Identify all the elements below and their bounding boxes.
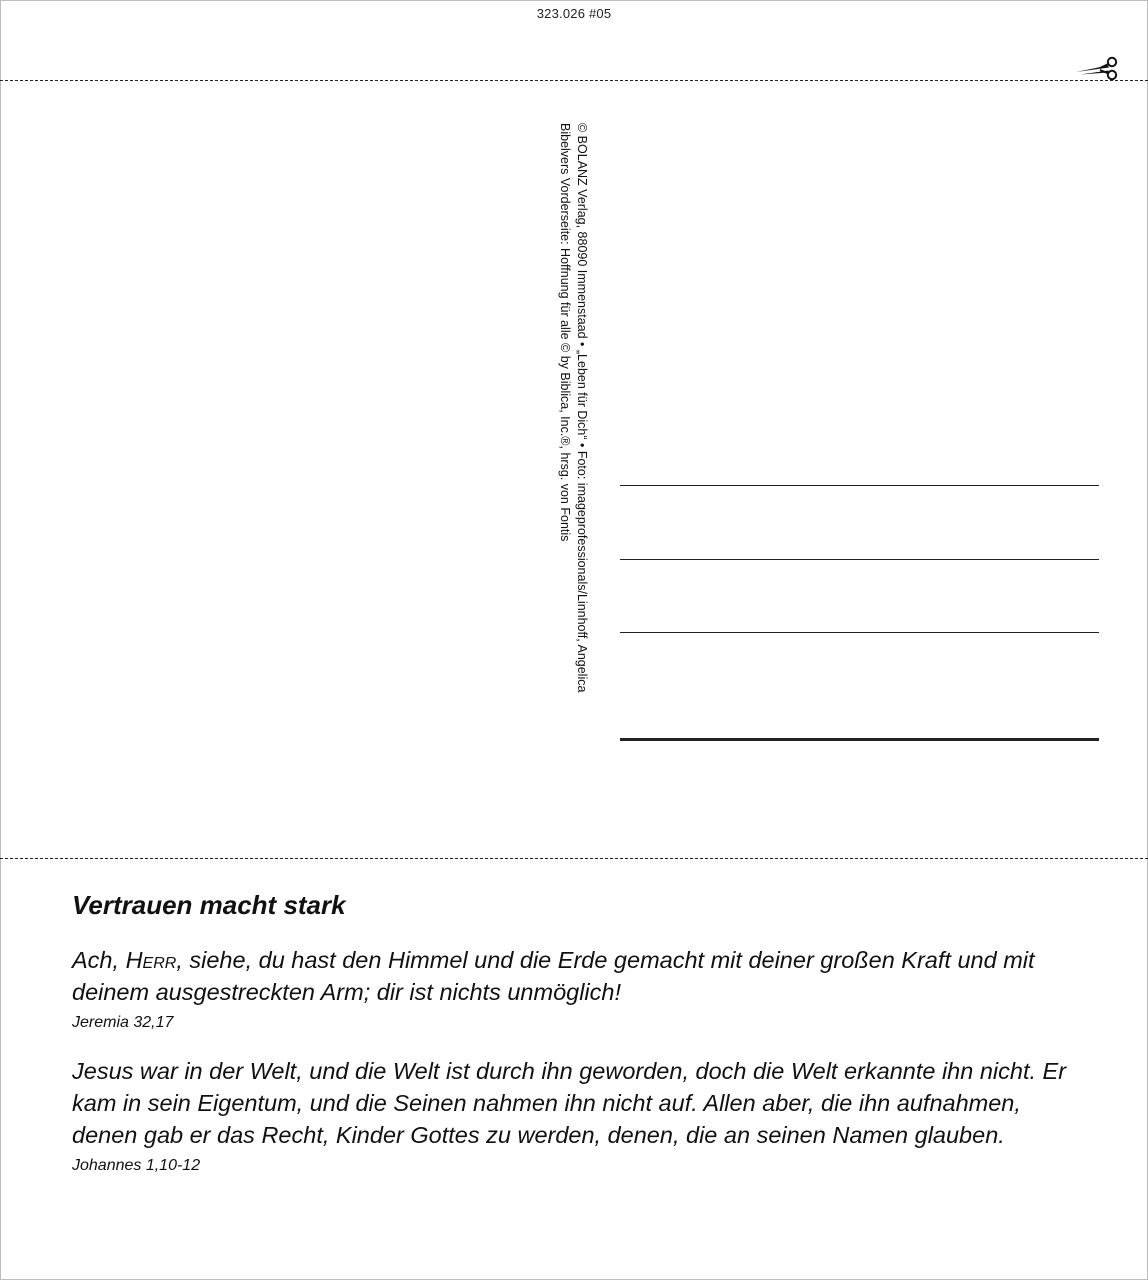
verse-text-2: Jesus war in der Welt, und die Welt ist durch ihn geworden, doch die Welt erkannte ihn nicht. Er kam in sein Eigentum, und die Seinen nahmen ihn nicht auf. Allen aber, die ihn aufnahmen, denen gab er das Recht, Kinder Gottes zu werden, denen, die an seinen Namen glauben. <box>72 1058 1067 1148</box>
verse-text-1-part-a: Ach, <box>72 947 126 973</box>
vertical-credits <box>556 123 590 763</box>
scissors-icon <box>1074 55 1120 85</box>
verse-text-1-lord: Herr <box>125 947 177 973</box>
verse-block-1 <box>72 944 1082 1034</box>
address-line-2 <box>620 559 1099 560</box>
verse-block-2 <box>72 1055 1082 1177</box>
cut-line-bottom <box>0 858 1148 859</box>
article-code: 323.026 #05 <box>536 6 612 21</box>
verse-reference-1: Jeremia 32,17 <box>72 1014 174 1031</box>
verse-reference-2: Johannes 1,10-12 <box>72 1157 201 1174</box>
address-line-1 <box>620 485 1099 486</box>
verse-text-1 <box>72 944 1082 1008</box>
cut-line-top <box>0 80 1148 81</box>
card-title: Vertrauen macht stark <box>72 890 346 920</box>
address-line-3 <box>620 632 1099 633</box>
credits-line-1: © BOLANZ Verlag, 88090 Immenstaad • „Leben für Dich“ • Foto: imageprofessionals/Linnhoff, Angelica <box>575 123 589 693</box>
verse-text-1-part-b: , siehe, du hast den Himmel und die Erde gemacht mit deiner großen Kraft und mit deinem ausgestreckten Arm; dir ist nichts unmöglich! <box>72 947 1035 1005</box>
address-line-4 <box>620 738 1099 741</box>
credits-line-2: Bibelvers Vorderseite: Hoffnung für alle © by Biblica, Inc.®, hrsg. von Fontis <box>558 123 572 542</box>
